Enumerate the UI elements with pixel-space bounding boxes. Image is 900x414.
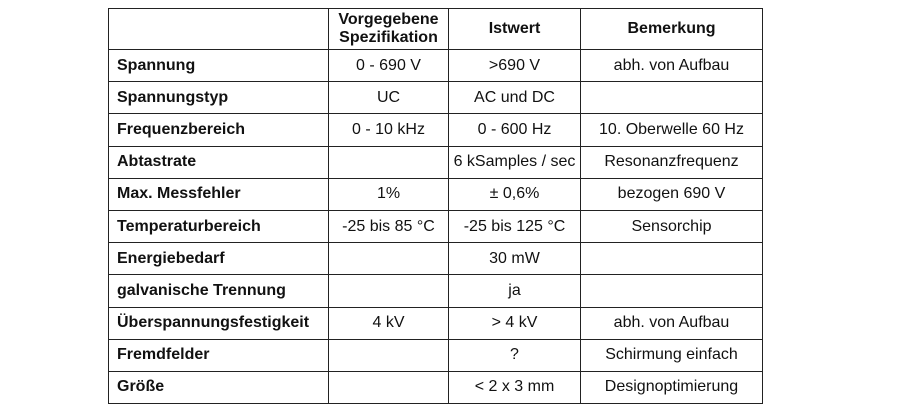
row-label-cell: Größe bbox=[109, 371, 329, 403]
spec-value-cell bbox=[329, 146, 449, 178]
table-row bbox=[109, 50, 763, 82]
spec-value-cell: 4 kV bbox=[329, 307, 449, 339]
header-empty bbox=[109, 9, 329, 50]
spec-value-cell: UC bbox=[329, 82, 449, 114]
row-label-cell: galvanische Trennung bbox=[109, 275, 329, 307]
spec-value-cell: 0 - 10 kHz bbox=[329, 114, 449, 146]
remark-cell: Designoptimierung bbox=[581, 371, 763, 403]
remark-cell: Resonanzfrequenz bbox=[581, 146, 763, 178]
header-spec: Vorgegebene Spezifikation bbox=[329, 9, 449, 50]
actual-value-cell: -25 bis 125 °C bbox=[449, 210, 581, 242]
remark-cell: bezogen 690 V bbox=[581, 178, 763, 210]
row-label-cell: Frequenzbereich bbox=[109, 114, 329, 146]
actual-value-cell: ? bbox=[449, 339, 581, 371]
row-label-cell: Temperaturbereich bbox=[109, 210, 329, 242]
remark-cell bbox=[581, 243, 763, 275]
row-label-cell: Spannungstyp bbox=[109, 82, 329, 114]
header-row bbox=[109, 9, 763, 50]
remark-cell: 10. Oberwelle 60 Hz bbox=[581, 114, 763, 146]
spec-value-cell: 1% bbox=[329, 178, 449, 210]
actual-value-cell: 30 mW bbox=[449, 243, 581, 275]
actual-value-cell: >690 V bbox=[449, 50, 581, 82]
remark-cell: Schirmung einfach bbox=[581, 339, 763, 371]
header-remark: Bemerkung bbox=[581, 9, 763, 50]
actual-value-cell: > 4 kV bbox=[449, 307, 581, 339]
row-label-cell: Überspannungsfestigkeit bbox=[109, 307, 329, 339]
actual-value-cell: ± 0,6% bbox=[449, 178, 581, 210]
table-row bbox=[109, 178, 763, 210]
specification-table bbox=[108, 8, 763, 404]
actual-value-cell: < 2 x 3 mm bbox=[449, 371, 581, 403]
spec-value-cell: -25 bis 85 °C bbox=[329, 210, 449, 242]
remark-cell: Sensorchip bbox=[581, 210, 763, 242]
table-row bbox=[109, 307, 763, 339]
row-label-cell: Max. Messfehler bbox=[109, 178, 329, 210]
actual-value-cell: ja bbox=[449, 275, 581, 307]
table-row bbox=[109, 339, 763, 371]
row-label-cell: Energiebedarf bbox=[109, 243, 329, 275]
table-row bbox=[109, 371, 763, 403]
table-row bbox=[109, 210, 763, 242]
remark-cell bbox=[581, 275, 763, 307]
table-row bbox=[109, 146, 763, 178]
spec-value-cell bbox=[329, 243, 449, 275]
remark-cell: abh. von Aufbau bbox=[581, 50, 763, 82]
row-label-cell: Spannung bbox=[109, 50, 329, 82]
spec-value-cell: 0 - 690 V bbox=[329, 50, 449, 82]
spec-value-cell bbox=[329, 339, 449, 371]
spec-value-cell bbox=[329, 371, 449, 403]
spec-value-cell bbox=[329, 275, 449, 307]
row-label-cell: Abtastrate bbox=[109, 146, 329, 178]
table-row bbox=[109, 243, 763, 275]
actual-value-cell: 6 kSamples / sec bbox=[449, 146, 581, 178]
table-row bbox=[109, 114, 763, 146]
table-row bbox=[109, 275, 763, 307]
remark-cell bbox=[581, 82, 763, 114]
actual-value-cell: 0 - 600 Hz bbox=[449, 114, 581, 146]
row-label-cell: Fremdfelder bbox=[109, 339, 329, 371]
header-actual: Istwert bbox=[449, 9, 581, 50]
remark-cell: abh. von Aufbau bbox=[581, 307, 763, 339]
actual-value-cell: AC und DC bbox=[449, 82, 581, 114]
table-row bbox=[109, 82, 763, 114]
